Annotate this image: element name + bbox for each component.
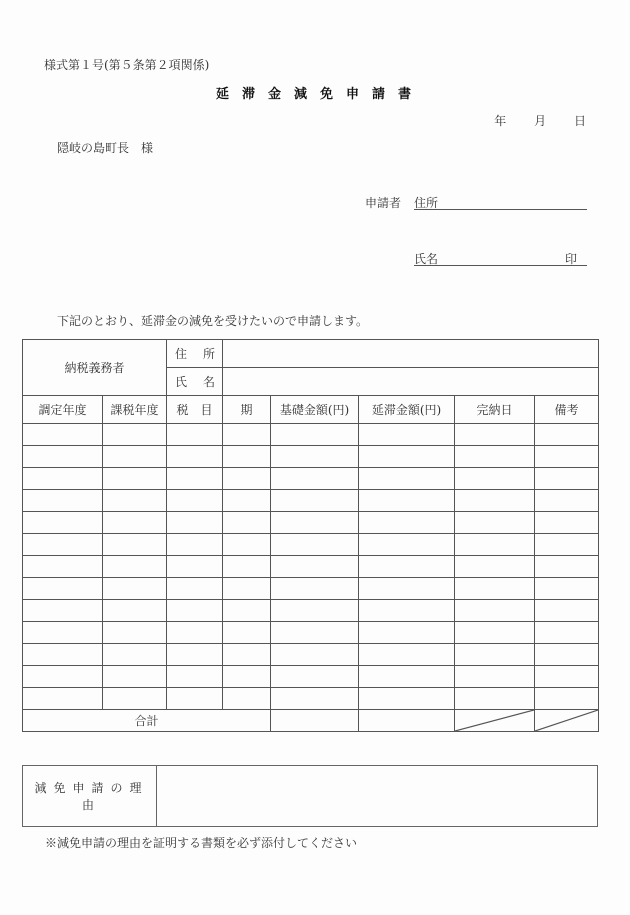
cell-base-amount[interactable] — [271, 556, 359, 578]
cell-remarks[interactable] — [535, 534, 599, 556]
table-row — [23, 534, 599, 556]
total-row — [23, 710, 599, 732]
cell-late-fee[interactable] — [359, 556, 455, 578]
table-row — [23, 512, 599, 534]
cell-assessment-year[interactable] — [23, 534, 103, 556]
cell-tax-item[interactable] — [167, 556, 223, 578]
cell-paid-date[interactable] — [455, 666, 535, 688]
cell-base-amount[interactable] — [271, 600, 359, 622]
cell-base-amount[interactable] — [271, 578, 359, 600]
cell-tax-item[interactable] — [167, 600, 223, 622]
cell-assessment-year[interactable] — [23, 644, 103, 666]
intro-text: 下記のとおり、延滞金の減免を受けたいので申請します。 — [57, 314, 369, 328]
applicant-address-label: 住所 — [414, 196, 439, 210]
cell-period[interactable] — [223, 424, 271, 446]
table-row — [23, 622, 599, 644]
cell-paid-date[interactable] — [455, 578, 535, 600]
cell-tax-year[interactable] — [103, 446, 167, 468]
cell-tax-year[interactable] — [103, 688, 167, 710]
table-row — [23, 600, 599, 622]
cell-paid-date[interactable] — [455, 446, 535, 468]
cell-late-fee[interactable] — [359, 600, 455, 622]
cell-period[interactable] — [223, 666, 271, 688]
cell-assessment-year[interactable] — [23, 512, 103, 534]
cell-tax-item[interactable] — [167, 666, 223, 688]
cell-tax-year[interactable] — [103, 600, 167, 622]
taxpayer-name-input[interactable] — [223, 368, 599, 396]
cell-late-fee[interactable] — [359, 490, 455, 512]
cell-tax-year[interactable] — [103, 666, 167, 688]
cell-late-fee[interactable] — [359, 468, 455, 490]
table-row — [23, 688, 599, 710]
cell-tax-item[interactable] — [167, 468, 223, 490]
cell-tax-year[interactable] — [103, 644, 167, 666]
cell-paid-date[interactable] — [455, 534, 535, 556]
cell-remarks[interactable] — [535, 622, 599, 644]
cell-period[interactable] — [223, 622, 271, 644]
cell-remarks[interactable] — [535, 424, 599, 446]
cell-tax-item[interactable] — [167, 534, 223, 556]
cell-tax-year[interactable] — [103, 534, 167, 556]
cell-base-amount[interactable] — [271, 534, 359, 556]
cell-remarks[interactable] — [535, 688, 599, 710]
cell-late-fee[interactable] — [359, 512, 455, 534]
applicant-name-field[interactable] — [414, 250, 587, 266]
col-header-paid-date: 完納日 — [455, 396, 535, 424]
cell-remarks[interactable] — [535, 446, 599, 468]
cell-paid-date[interactable] — [455, 468, 535, 490]
cell-late-fee[interactable] — [359, 688, 455, 710]
cell-period[interactable] — [223, 490, 271, 512]
date-year-label: 年 — [494, 114, 507, 128]
cell-tax-year[interactable] — [103, 468, 167, 490]
applicant-address-field[interactable] — [414, 194, 587, 210]
cell-period[interactable] — [223, 512, 271, 534]
reason-input[interactable] — [157, 766, 598, 827]
cell-tax-year[interactable] — [103, 512, 167, 534]
cell-tax-item[interactable] — [167, 644, 223, 666]
cell-period[interactable] — [223, 578, 271, 600]
cell-remarks[interactable] — [535, 666, 599, 688]
cell-tax-item[interactable] — [167, 578, 223, 600]
table-row — [23, 578, 599, 600]
total-base-amount-cell[interactable] — [271, 710, 359, 732]
cell-paid-date[interactable] — [455, 424, 535, 446]
taxpayer-name-label: 氏 名 — [167, 368, 223, 396]
table-row — [23, 446, 599, 468]
attachment-note: ※減免申請の理由を証明する書類を必ず添付してください — [45, 836, 358, 850]
cell-assessment-year[interactable] — [23, 666, 103, 688]
cell-base-amount[interactable] — [271, 468, 359, 490]
addressee: 隠岐の島町長 様 — [57, 141, 154, 155]
table-row — [23, 556, 599, 578]
col-header-tax-year: 課税年度 — [103, 396, 167, 424]
cell-base-amount[interactable] — [271, 446, 359, 468]
taxpayer-address-label: 住 所 — [167, 340, 223, 368]
col-header-base-amount: 基礎金額(円) — [271, 396, 359, 424]
date-month-label: 月 — [534, 114, 547, 128]
cell-base-amount[interactable] — [271, 512, 359, 534]
col-header-assessment-year: 調定年度 — [23, 396, 103, 424]
cell-paid-date[interactable] — [455, 644, 535, 666]
applicant-label: 申請者 — [365, 196, 402, 210]
cell-paid-date[interactable] — [455, 490, 535, 512]
cell-paid-date[interactable] — [455, 600, 535, 622]
cell-tax-year[interactable] — [103, 578, 167, 600]
document-title: 延滞金減免申請書 — [215, 87, 424, 102]
cell-period[interactable] — [223, 688, 271, 710]
total-late-fee-cell[interactable] — [359, 710, 455, 732]
cell-assessment-year[interactable] — [23, 446, 103, 468]
date-line — [470, 112, 586, 129]
total-paid-date-crossed — [455, 710, 535, 732]
cell-tax-year[interactable] — [103, 556, 167, 578]
cell-base-amount[interactable] — [271, 622, 359, 644]
col-header-late-fee: 延滞金額(円) — [359, 396, 455, 424]
total-remarks-crossed — [535, 710, 599, 732]
table-row — [23, 424, 599, 446]
applicant-name-label: 氏名 — [414, 252, 439, 266]
reason-table — [22, 765, 598, 827]
cell-period[interactable] — [223, 644, 271, 666]
cell-period[interactable] — [223, 600, 271, 622]
cell-assessment-year[interactable] — [23, 490, 103, 512]
cell-remarks[interactable] — [535, 556, 599, 578]
cell-paid-date[interactable] — [455, 512, 535, 534]
cell-base-amount[interactable] — [271, 688, 359, 710]
cell-remarks[interactable] — [535, 512, 599, 534]
table-row — [23, 644, 599, 666]
table-row — [23, 490, 599, 512]
tax-detail-table — [22, 339, 599, 732]
cell-paid-date[interactable] — [455, 688, 535, 710]
cell-remarks[interactable] — [535, 468, 599, 490]
cell-tax-year[interactable] — [103, 490, 167, 512]
cell-base-amount[interactable] — [271, 666, 359, 688]
cell-tax-item[interactable] — [167, 446, 223, 468]
col-header-period: 期 — [223, 396, 271, 424]
cell-tax-item[interactable] — [167, 490, 223, 512]
cell-remarks[interactable] — [535, 490, 599, 512]
table-row — [23, 468, 599, 490]
cell-base-amount[interactable] — [271, 490, 359, 512]
cell-tax-year[interactable] — [103, 622, 167, 644]
cell-late-fee[interactable] — [359, 424, 455, 446]
cell-tax-item[interactable] — [167, 424, 223, 446]
cell-tax-year[interactable] — [103, 424, 167, 446]
cell-assessment-year[interactable] — [23, 578, 103, 600]
cell-period[interactable] — [223, 534, 271, 556]
cell-paid-date[interactable] — [455, 622, 535, 644]
cell-tax-item[interactable] — [167, 512, 223, 534]
col-header-remarks: 備考 — [535, 396, 599, 424]
column-header-row — [23, 396, 599, 424]
cell-assessment-year[interactable] — [23, 622, 103, 644]
cell-late-fee[interactable] — [359, 446, 455, 468]
cell-late-fee[interactable] — [359, 622, 455, 644]
cell-late-fee[interactable] — [359, 666, 455, 688]
form-number: 様式第１号(第５条第２項関係) — [44, 58, 210, 72]
cell-base-amount[interactable] — [271, 424, 359, 446]
cell-paid-date[interactable] — [455, 556, 535, 578]
taxpayer-label: 納税義務者 — [23, 340, 167, 396]
cell-period[interactable] — [223, 468, 271, 490]
taxpayer-address-input[interactable] — [223, 340, 599, 368]
reason-label: 減免申請の理由 — [23, 766, 157, 827]
cell-base-amount[interactable] — [271, 644, 359, 666]
cell-assessment-year[interactable] — [23, 424, 103, 446]
cell-late-fee[interactable] — [359, 578, 455, 600]
cell-remarks[interactable] — [535, 644, 599, 666]
cell-tax-item[interactable] — [167, 688, 223, 710]
cell-period[interactable] — [223, 556, 271, 578]
cell-assessment-year[interactable] — [23, 556, 103, 578]
cell-assessment-year[interactable] — [23, 468, 103, 490]
cell-late-fee[interactable] — [359, 644, 455, 666]
table-row — [23, 666, 599, 688]
total-label: 合計 — [23, 710, 271, 732]
col-header-tax-item: 税 目 — [167, 396, 223, 424]
cell-assessment-year[interactable] — [23, 688, 103, 710]
cell-remarks[interactable] — [535, 578, 599, 600]
cell-period[interactable] — [223, 446, 271, 468]
cell-remarks[interactable] — [535, 600, 599, 622]
seal-label: 印 — [564, 252, 577, 266]
date-day-label: 日 — [573, 114, 586, 128]
cell-late-fee[interactable] — [359, 534, 455, 556]
cell-tax-item[interactable] — [167, 622, 223, 644]
cell-assessment-year[interactable] — [23, 600, 103, 622]
